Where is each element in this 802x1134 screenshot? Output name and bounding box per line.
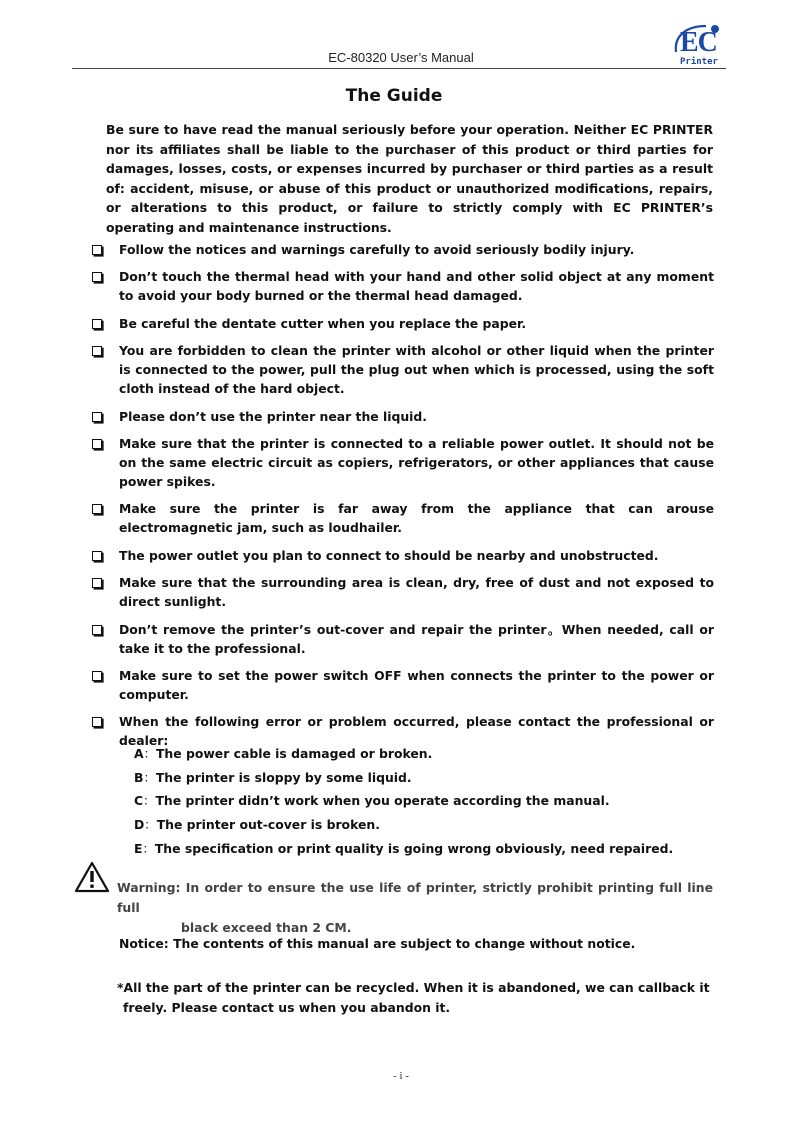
checkbox-bullet-icon <box>92 578 102 588</box>
list-item-text: Make sure that the surrounding area is clean, dry, free of dust and not exposed to direct sunlight. <box>119 575 714 610</box>
list-item <box>92 434 714 491</box>
item-separator: ： <box>143 746 156 761</box>
list-item-text: Be careful the dentate cutter when you replace the paper. <box>119 315 527 331</box>
item-text: The printer out-cover is broken. <box>156 817 380 833</box>
checkbox-bullet-icon <box>92 717 102 727</box>
notice-text: Notice: The contents of this manual are subject to change without notice. <box>119 936 636 951</box>
checkbox-bullet-icon <box>92 245 102 255</box>
page-title: The Guide <box>345 86 443 106</box>
item-letter: C <box>134 793 144 809</box>
list-item-text: When the following error or problem occurred, please contact the professional or dealer: <box>119 714 714 749</box>
header-title: EC-80320 User’s Manual <box>328 50 474 65</box>
list-item-text: You are forbidden to clean the printer with alcohol or other liquid when the printer is connected to the power, pull the plug out when which is processed, using the soft cloth instead of the hard object. <box>119 343 714 397</box>
checkbox-bullet-icon <box>92 412 102 422</box>
recycle-text-line1: *All the part of the printer can be recycled. When it is abandoned, we can callback it <box>117 980 710 995</box>
intro-paragraph: Be sure to have read the manual seriously before your operation. Neither EC PRINTER nor its affiliates shall be liable to the purchaser of this product or third parties for damages, losses, costs, or expenses incurred by purchaser or third parties as a result of: accident, misuse, or abuse of this product or unauthorized modifications, repairs, or alterations to this product, or failure to strictly comply with EC PRINTER’s operating and maintenance instructions. <box>106 122 713 235</box>
list-item-text: Follow the notices and warnings carefully to avoid seriously bodily injury. <box>119 242 635 257</box>
checkbox-bullet-icon <box>92 272 102 282</box>
page-number: - i - <box>393 1070 409 1082</box>
item-text: The printer didn’t work when you operate according the manual. <box>155 793 610 809</box>
list-item-text: Don’t remove the printer’s out-cover and repair the printer。When needed, call or take it to the professional. <box>119 621 714 656</box>
warning-text-line1: In order to ensure the use life of printer, strictly prohibit printing full line full <box>117 880 713 915</box>
item-letter: B <box>134 769 144 785</box>
list-item <box>92 314 714 333</box>
warning-text-line2: black exceed than 2 CM. <box>181 920 352 935</box>
list-item <box>134 742 673 766</box>
list-item <box>92 573 714 611</box>
item-text: The printer is sloppy by some liquid. <box>155 769 412 785</box>
item-letter: E <box>134 840 143 856</box>
guideline-list <box>92 240 714 759</box>
list-item <box>92 546 714 565</box>
recycle-block <box>117 978 713 1018</box>
logo-printer-text: Printer <box>680 57 718 67</box>
checkbox-bullet-icon <box>92 625 102 635</box>
warning-label: Warning: <box>117 880 181 895</box>
item-letter: D <box>134 817 145 833</box>
list-item <box>92 666 714 704</box>
list-item <box>92 240 714 259</box>
item-text: The power cable is damaged or broken. <box>155 746 433 761</box>
list-item-text: Make sure the printer is far away from the appliance that can arouse electromagnetic jam, such as loudhailer. <box>119 501 714 536</box>
list-item <box>92 407 714 426</box>
checkbox-bullet-icon <box>92 439 102 449</box>
error-conditions-list <box>134 742 673 861</box>
list-item <box>92 499 714 537</box>
warning-block <box>117 878 713 938</box>
item-separator: ： <box>143 793 156 809</box>
item-separator: ： <box>143 769 156 785</box>
list-item-text: Please don’t use the printer near the liquid. <box>119 408 427 424</box>
list-item-text: Make sure to set the power switch OFF when connects the printer to the power or computer. <box>119 667 714 702</box>
checkbox-bullet-icon <box>92 319 102 329</box>
checkbox-bullet-icon <box>92 671 102 681</box>
warning-triangle-icon <box>74 860 110 894</box>
logo-ec-text: EC <box>680 27 717 58</box>
checkbox-bullet-icon <box>92 346 102 356</box>
item-separator: ： <box>142 840 155 856</box>
list-item <box>92 267 714 305</box>
checkbox-bullet-icon <box>92 504 102 514</box>
list-item-text: Don’t touch the thermal head with your hand and other solid object at any moment to avoid your body burned or the thermal head damaged. <box>119 269 714 304</box>
ec-printer-logo <box>666 22 728 70</box>
list-item <box>134 766 673 790</box>
header-rule <box>72 68 726 69</box>
list-item-text: The power outlet you plan to connect to should be nearby and unobstructed. <box>119 547 659 563</box>
list-item <box>134 813 673 837</box>
item-letter: A <box>134 746 144 761</box>
list-item <box>92 341 714 398</box>
list-item <box>134 837 673 861</box>
item-text: The specification or print quality is going wrong obviously, need repaired. <box>154 840 674 856</box>
checkbox-bullet-icon <box>92 551 102 561</box>
item-separator: ： <box>144 817 157 833</box>
list-item <box>92 620 714 658</box>
recycle-text-line2: freely. Please contact us when you abandon it. <box>123 1000 451 1015</box>
list-item <box>134 789 673 813</box>
list-item-text: Make sure that the printer is connected to a reliable power outlet. It should not be on the same electric circuit as copiers, refrigerators, or other appliances that cause power spikes. <box>119 435 714 489</box>
